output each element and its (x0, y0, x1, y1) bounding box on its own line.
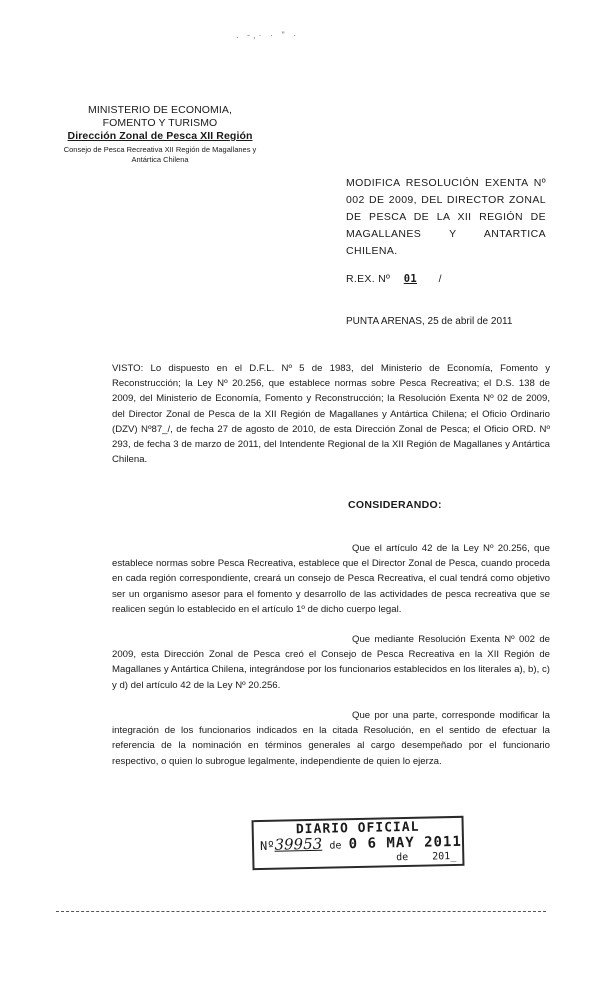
visto-paragraph: VISTO: Lo dispuesto en el D.F.L. Nº 5 de 1983, del Ministerio de Economía, Fomento y Reconstrucción; la Ley Nº 20.256, que establece normas sobre Pesca Recreativa; el D.S. 138 de 2009, del Ministerio de Economía, Fomento y Reconstrucción; la Resolución Exenta Nº 02 de 2009, del Director Zonal de Pesca de la XII Región de Magallanes y Antártica Chilena; el Oficio Ordinario (DZV) Nº87_/, de fecha 27 de agosto de 2010, de esta Dirección Zonal de Pesca; el Oficio ORD. Nº 293, de fecha 3 de marzo de 2011, del Intendente Regional de la XII Región de Magallanes y Antártica Chilena. (112, 363, 550, 466)
stamp-number: 39953 (274, 834, 323, 854)
ministry-line-1: MINISTERIO DE ECONOMIA, (87, 104, 233, 116)
council-line-1: Consejo de Pesca Recreativa XII Región de Magallanes y (63, 145, 257, 154)
considerando-heading: CONSIDERANDO: (348, 499, 442, 511)
stamp-year: 201_ (432, 850, 457, 863)
diario-oficial-stamp (251, 816, 464, 870)
resolution-suffix: / (438, 273, 442, 285)
stamp-date: 0 6 MAY 2011 (348, 833, 463, 853)
bottom-scan-line (56, 911, 546, 912)
resolution-subject: MODIFICA RESOLUCIÓN EXENTA Nº 002 DE 2009, DEL DIRECTOR ZONAL DE PESCA DE LA XII REGIÓN DE MAGALLANES Y ANTARTICA CHILENA. (346, 177, 546, 257)
letterhead (60, 104, 260, 165)
ministry-line-2: FOMENTO Y TURISMO (102, 117, 218, 129)
stamp-title: DIARIO OFICIAL (295, 819, 420, 838)
council-line-2: Antártica Chilena (131, 155, 189, 164)
place-date: PUNTA ARENAS, 25 de abril de 2011 (346, 316, 513, 327)
resolution-number-line (346, 273, 442, 285)
resolution-number: 01 (403, 273, 418, 285)
stamp-no-label: Nº (259, 838, 275, 854)
considerando-3: Que por una parte, corresponde modificar la integración de los funcionarios indicados en la citada Resolución, en el sentido de efectuar la referencia de la nominación en términos generales al cargo desempeñado por el funcionario respectivo, o quien lo subrogue legalmente, independiente de quien lo ejerza. (112, 710, 550, 767)
direction-name: Dirección Zonal de Pesca XII Región (67, 130, 253, 142)
scan-marks: . -,· · " · (236, 30, 300, 40)
stamp-de-1: de (329, 840, 342, 852)
resolution-label: R.EX. Nº (346, 273, 391, 285)
stamp-de-2: de (396, 851, 409, 864)
considerando-2: Que mediante Resolución Exenta Nº 002 de 2009, esta Dirección Zonal de Pesca creó el Consejo de Pesca Recreativa en la XII Región de Magallanes y Antártica Chilena, integrándose por los funcionarios establecidos en los literales a), b), c) y d) del artículo 42 de la Ley Nº 20.256. (112, 634, 550, 691)
considerando-1: Que el artículo 42 de la Ley Nº 20.256, que establece normas sobre Pesca Recreativa, establece que el Director Zonal de Pesca, cuando proceda en cada región correspondiente, creará un consejo de Pesca Recreativa, el cual tendrá como objetivo ser un organismo asesor para el fomento y desarrollo de las actividades de pesca recreativa que se realicen según lo establecido en el artículo 1º de dicho cuerpo legal. (112, 543, 550, 615)
